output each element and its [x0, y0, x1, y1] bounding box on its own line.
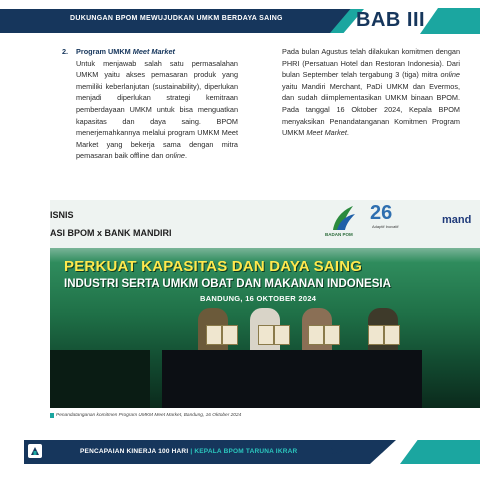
right-paragraph-italic-2: Meet Market: [306, 128, 347, 138]
anniversary-tagline: Adaptif Inovatif: [372, 224, 399, 229]
event-photo: [50, 200, 480, 408]
page-header: [0, 0, 480, 38]
right-paragraph: [282, 46, 460, 139]
chapter-accent-stripe: [420, 8, 480, 34]
caption-marker: [50, 413, 54, 418]
badan-pom-logo-icon: [325, 204, 359, 234]
screen-text-line-2: ASI BPOM x BANK MANDIRI: [50, 228, 172, 238]
running-header-title: DUKUNGAN BPOM MEWUJUDKAN UMKM BERDAYA SAING: [70, 15, 283, 22]
page-number: 183: [330, 446, 349, 458]
footer-text-main: PENCAPAIAN KINERJA 100 HARI: [80, 448, 189, 455]
section-heading: [62, 46, 238, 58]
page-footer: [0, 440, 480, 464]
bpom-emblem-icon: [28, 444, 42, 458]
section-heading-plain: Program UMKM: [76, 47, 133, 56]
right-paragraph-text-2: yaitu Mandiri Merchant, PaDi UMKM dan Evermos, dan sudah diimplementasikan UMKM binaan BPOM. Pada tanggal 16 Oktober 2024, Kepala BPOM menyaksikan Penandatanganan Komitmen Program UMKM: [282, 81, 460, 138]
right-paragraph-end: .: [346, 128, 349, 138]
photo-caption: Penandatanganan komitmen Program UMKM Meet Market, Bandung, 16 Oktober 2024: [56, 413, 242, 418]
signed-document-2: [222, 325, 238, 345]
signed-document-6: [324, 325, 340, 345]
badan-pom-logo-text: BADAN POM: [325, 232, 353, 237]
left-column: [62, 46, 238, 162]
banner-title: PERKUAT KAPASITAS DAN DAYA SAING: [64, 258, 363, 275]
left-paragraph-end: .: [185, 151, 188, 161]
signing-table: [162, 350, 422, 408]
anniversary-26-logo: 26: [370, 202, 393, 224]
right-column: [282, 46, 460, 139]
banner-date: BANDUNG, 16 OKTOBER 2024: [200, 294, 317, 303]
signed-document-7: [368, 325, 384, 345]
event-screen-header: [50, 200, 480, 248]
chapter-label: BAB III: [356, 9, 426, 31]
footer-text: [80, 448, 297, 455]
right-paragraph-italic-1: online: [440, 70, 460, 80]
left-paragraph-text: Untuk menjawab salah satu permasalahan UMKM yaitu akses pemasaran produk yang memiliki keberlanjutan (sustainability), diperlukan menjadi diperlukan strategi kemitraan pemberdayaan UMKM untuk bisa menguatkan kapasitas dan daya saing. BPOM menerjemahkannya melalui program UMKM Meet Market yang bekerja sama dengan mitra pemasaran baik offline dan: [76, 58, 238, 161]
footer-text-accent: | KEPALA BPOM TARUNA IKRAR: [188, 448, 298, 455]
signed-document-4: [274, 325, 290, 345]
signed-document-1: [206, 325, 222, 345]
left-paragraph-italic: online: [165, 151, 185, 161]
signed-document-5: [308, 325, 324, 345]
left-paragraph: [62, 58, 238, 162]
footer-accent-stripe: [400, 440, 480, 464]
section-heading-italic: Meet Market: [132, 47, 175, 56]
signed-document-8: [384, 325, 400, 345]
section-number: 2.: [62, 47, 69, 56]
stage-left-area: [50, 350, 150, 408]
signed-document-3: [258, 325, 274, 345]
screen-text-line-1: ISNIS: [50, 210, 74, 220]
mandiri-logo: mand: [442, 214, 472, 226]
banner-subtitle: INDUSTRI SERTA UMKM OBAT DAN MAKANAN INDONESIA: [64, 278, 391, 290]
right-paragraph-text-1: Pada bulan Agustus telah dilakukan komitmen dengan PHRI (Persatuan Hotel dan Restoran Indonesia). Dari bulan September telah tergabung 3 (tiga) mitra: [282, 47, 460, 80]
